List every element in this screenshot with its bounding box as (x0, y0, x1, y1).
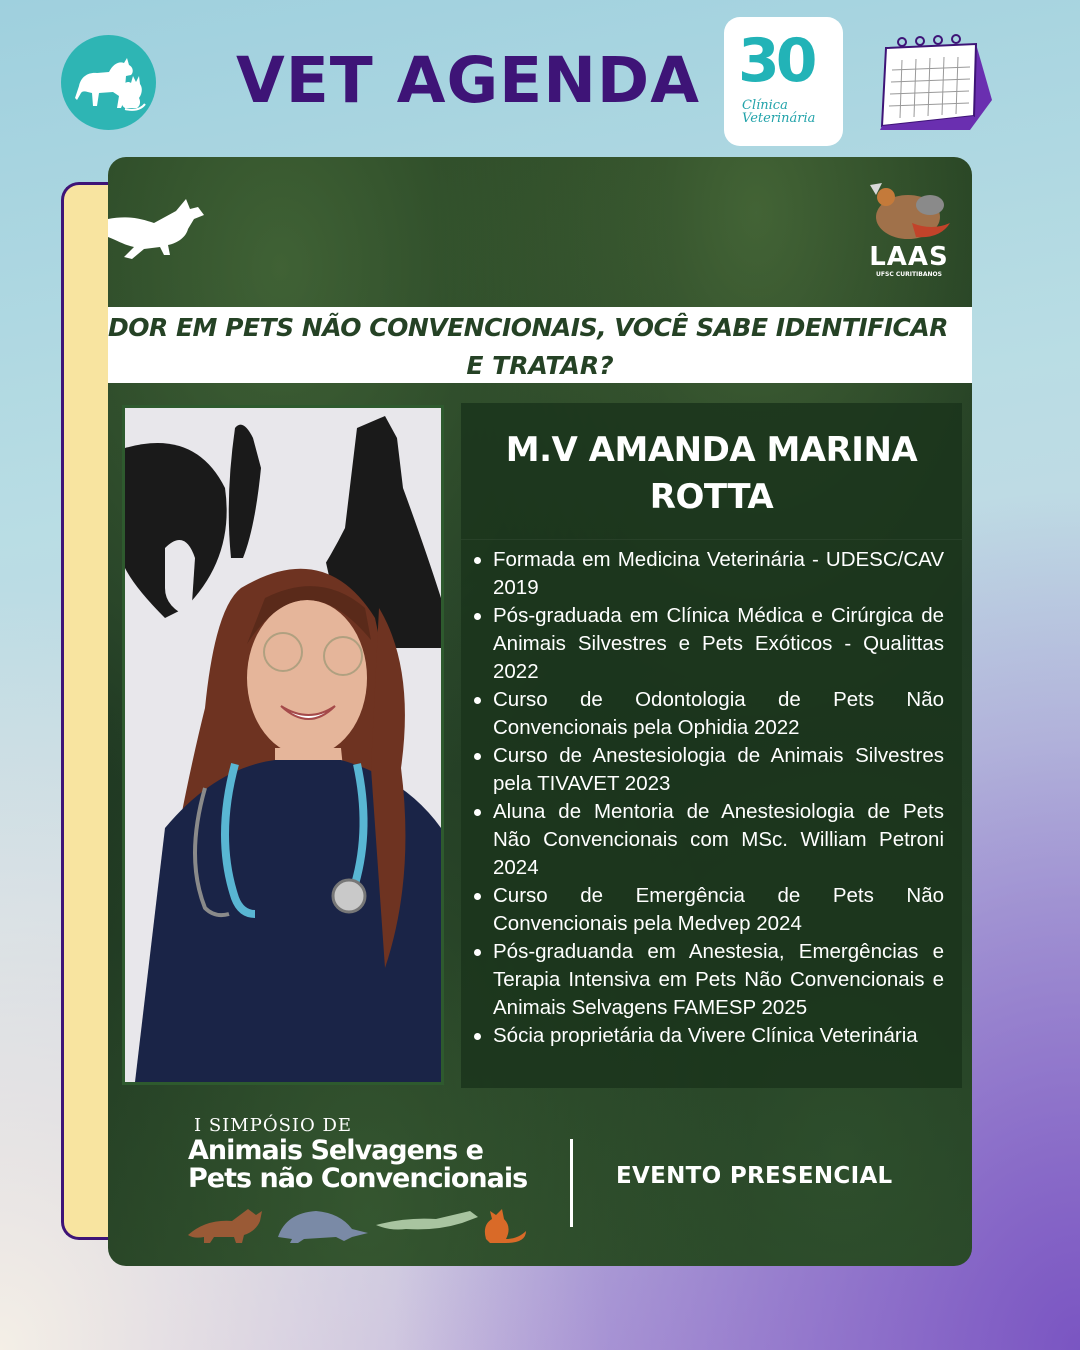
topic-line-2: E TRATAR? (466, 351, 614, 380)
credential-item: Sócia proprietária da Vivere Clínica Veterinária (492, 1022, 944, 1050)
topic-line-1: DOR EM PETS NÃO CONVENCIONAIS, VOCÊ SABE IDENTIFICAR (108, 313, 949, 342)
credentials-list (491, 546, 944, 1050)
animals-silhouettes-icon (186, 1195, 531, 1245)
info-divider (461, 539, 962, 540)
calendar-icon (872, 30, 996, 134)
credential-item: Formada em Medicina Veterinária - UDESC/CAV 2019 (492, 546, 944, 602)
laas-logo-text: LAAS (869, 242, 949, 272)
symposium-kicker: I SIMPÓSIO DE (194, 1115, 353, 1136)
symposium-title: Animais Selvagens e Pets não Convencionais (188, 1135, 528, 1194)
fox-silhouette-icon (108, 189, 208, 259)
credential-item: Pós-graduada em Clínica Médica e Cirúrgica de Animais Silvestres e Pets Exóticos - Qualittas 2022 (492, 602, 944, 686)
badge-number: 30 (738, 26, 814, 96)
anniversary-badge (724, 17, 843, 146)
speaker-photo (122, 405, 444, 1085)
credential-item: Curso de Anestesiologia de Animais Silvestres pela TIVAVET 2023 (492, 742, 944, 798)
speaker-name: M.V AMANDA MARINA ROTTA (505, 430, 918, 517)
laas-caption: UFSC CURITIBANOS (876, 271, 942, 278)
footer-divider (570, 1139, 573, 1227)
topic-banner (108, 307, 972, 383)
dog-cat-logo-icon (61, 35, 156, 130)
laas-logo (856, 175, 962, 281)
speaker-card (108, 157, 972, 1266)
badge-caption: Clínica Veterinária (742, 98, 816, 126)
credential-item: Pós-graduanda em Anestesia, Emergências e Terapia Intensiva em Pets Não Convencionais e Animais Selvagens FAMESP 2025 (492, 938, 944, 1022)
credential-item: Curso de Emergência de Pets Não Convencionais pela Medvep 2024 (492, 882, 944, 938)
event-type: EVENTO PRESENCIAL (616, 1163, 893, 1189)
brand-title: VET AGENDA (236, 44, 700, 117)
speaker-info-panel (461, 403, 962, 1088)
credential-item: Curso de Odontologia de Pets Não Convencionais pela Ophidia 2022 (492, 686, 944, 742)
credential-item: Aluna de Mentoria de Anestesiologia de Pets Não Convencionais com MSc. William Petroni 2024 (492, 798, 944, 882)
